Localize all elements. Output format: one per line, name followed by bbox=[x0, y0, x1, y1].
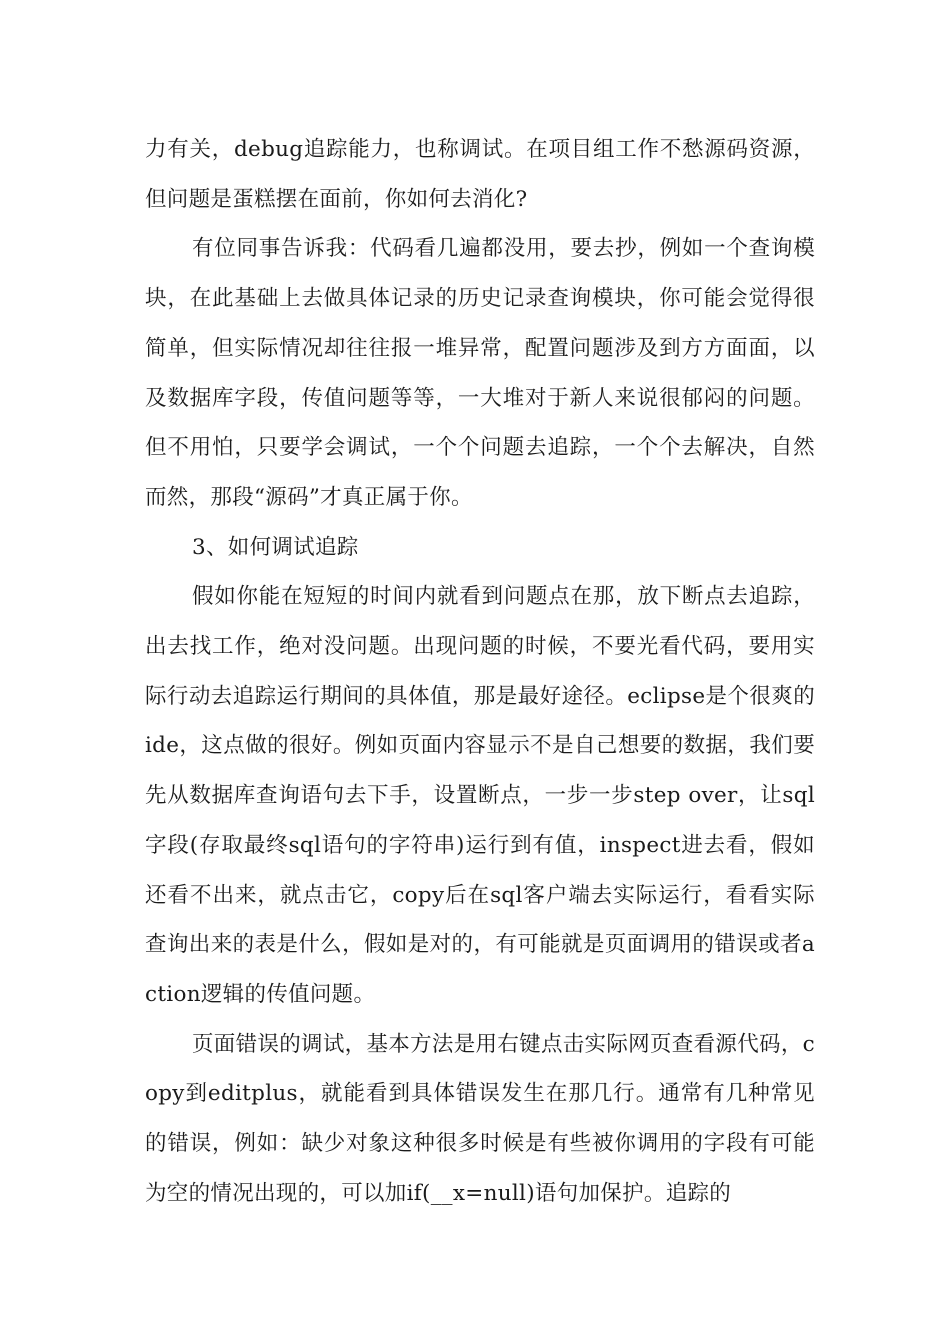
paragraph-continuation: 力有关，debug追踪能力，也称调试。在项目组工作不愁源码资源，但问题是蛋糕摆在面前，你如何去消化? bbox=[145, 137, 815, 212]
document-body bbox=[145, 125, 815, 1218]
paragraph-page-error-debugging: 页面错误的调试，基本方法是用右键点击实际网页查看源代码，copy到editplus，就能看到具体错误发生在那几行。通常有几种常见的错误，例如：缺少对象这种很多时候是有些被你调用的字段有可能为空的情况出现的，可以加if(__x=null)语句加保护。追踪的 bbox=[145, 1031, 815, 1206]
paragraph-debug-method: 假如你能在短短的时间内就看到问题点在那，放下断点去追踪，出去找工作，绝对没问题。出现问题的时候，不要光看代码，要用实际行动去追踪运行期间的具体值，那是最好途径。eclipse是个很爽的ide，这点做的很好。例如页面内容显示不是自己想要的数据，我们要先从数据库查询语句去下手，设置断点，一步一步step over，让sql字段(存取最终sql语句的字符串)运行到有值，inspect进去看，假如还看不出来，就点击它，copy后在sql客户端去实际运行，看看实际查询出来的表是什么，假如是对的，有可能就是页面调用的错误或者action逻辑的传值问题。 bbox=[145, 584, 815, 1007]
paragraph-colleague-advice: 有位同事告诉我：代码看几遍都没用，要去抄，例如一个查询模块，在此基础上去做具体记录的历史记录查询模块，你可能会觉得很简单，但实际情况却往往报一堆异常，配置问题涉及到方方面面，以及数据库字段，传值问题等等，一大堆对于新人来说很郁闷的问题。但不用怕，只要学会调试，一个个问题去追踪，一个个去解决，自然而然，那段“源码”才真正属于你。 bbox=[145, 236, 815, 510]
section-heading-debug-tracking: 3、如何调试追踪 bbox=[192, 534, 359, 560]
